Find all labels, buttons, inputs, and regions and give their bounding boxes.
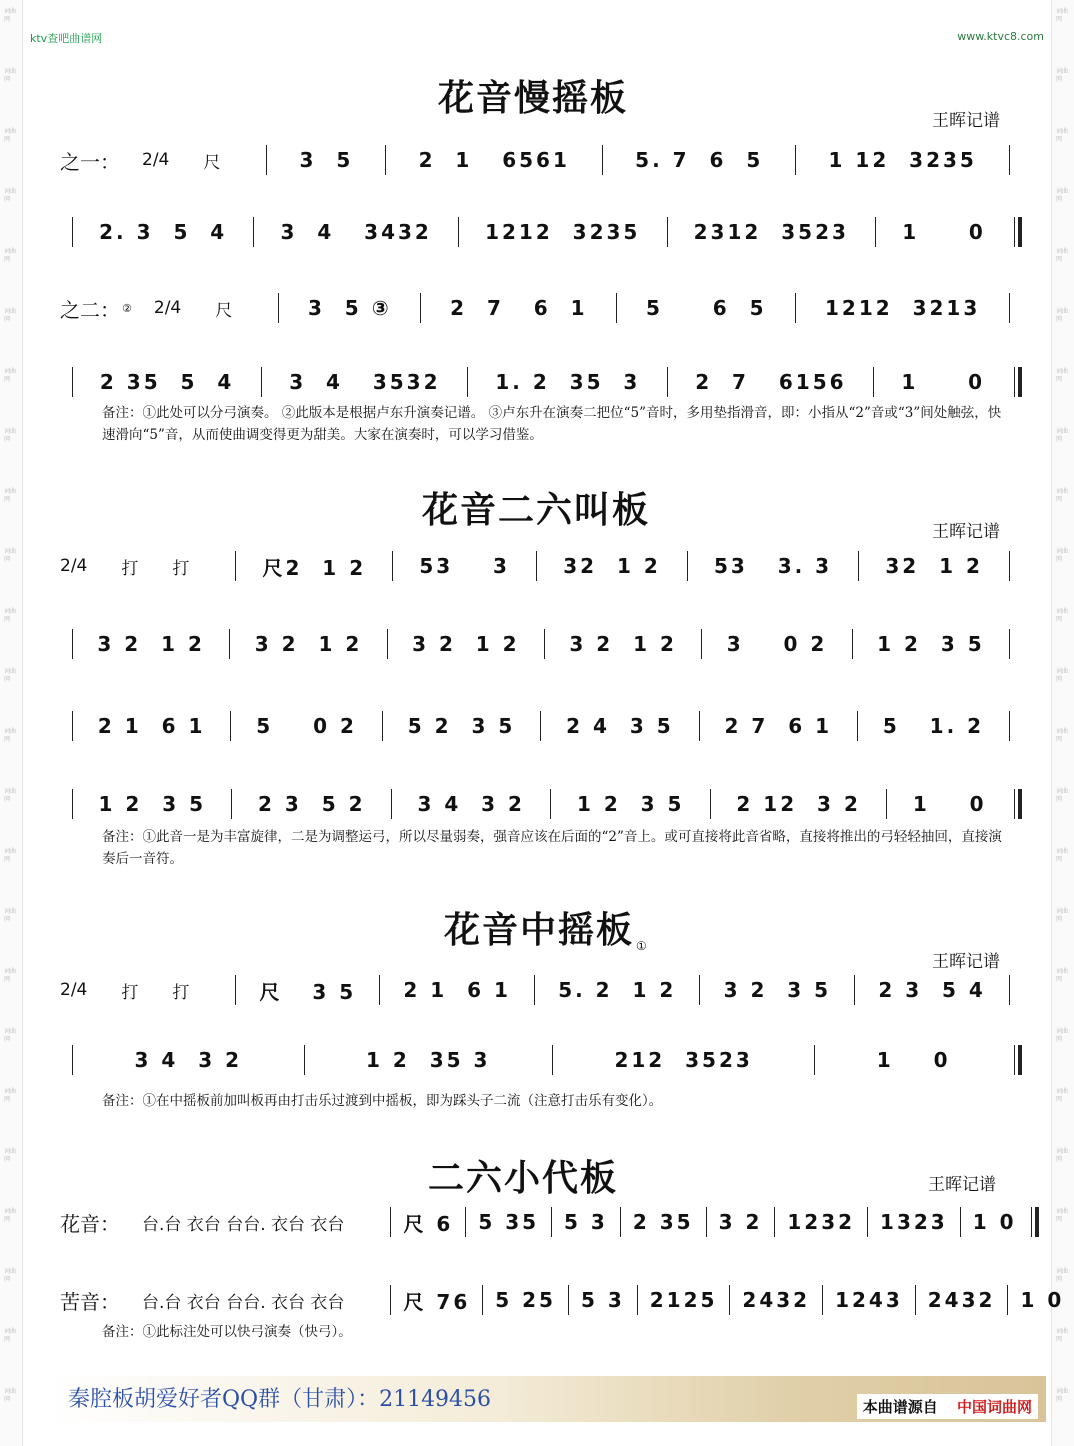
side-watermark-mark: 词曲网 — [1056, 68, 1069, 83]
measure: 1 0 — [912, 792, 987, 816]
side-watermark-mark: 词曲网 — [4, 608, 17, 623]
measure: 1 0 — [972, 1210, 1017, 1234]
measure: 2 35 — [632, 1210, 694, 1234]
row-meta: 尺 — [203, 152, 221, 173]
measure: 53 3. 3 — [713, 554, 833, 578]
barline — [72, 711, 73, 741]
side-watermark-mark: 词曲网 — [4, 8, 17, 23]
piece-title — [428, 1150, 618, 1201]
measure: 1 2 3 5 — [576, 792, 685, 816]
remark — [72, 402, 1014, 446]
side-watermark-mark: 词曲网 — [1056, 1148, 1069, 1163]
barline — [1009, 551, 1010, 581]
source-badge[interactable] — [857, 1394, 1038, 1419]
remark — [72, 1090, 1014, 1112]
measure: 5 6 5 — [646, 296, 767, 320]
right-watermark-strip — [1051, 0, 1074, 1446]
barline — [822, 1285, 823, 1315]
side-watermark-mark: 词曲网 — [4, 188, 17, 203]
barline — [229, 629, 230, 659]
barline — [235, 975, 236, 1005]
source-label: 本曲谱源自 — [862, 1398, 938, 1416]
row-meta: 打 — [121, 982, 139, 1003]
piece-title — [444, 902, 647, 953]
side-watermark-mark: 词曲网 — [4, 1148, 17, 1163]
side-watermark-mark: 词曲网 — [4, 1388, 17, 1403]
barline — [465, 1207, 466, 1237]
measure: 1 0 — [902, 220, 986, 244]
score-row — [60, 1040, 1022, 1080]
piece-title-text: 花音慢摇板 — [438, 77, 629, 119]
barline — [391, 789, 392, 819]
side-watermark-mark: 词曲网 — [1056, 908, 1069, 923]
side-watermark-mark: 词曲网 — [1056, 1028, 1069, 1043]
side-watermark-mark: 词曲网 — [1056, 1388, 1069, 1403]
row-label: 花音： — [60, 1211, 120, 1236]
measure: 2 12 3 2 — [736, 792, 861, 816]
barline — [867, 1207, 868, 1237]
barline — [875, 217, 876, 247]
row-label: 苦音： — [60, 1289, 120, 1314]
measure: 尺 6 — [403, 1211, 454, 1236]
measure: 1 2 3 5 — [877, 632, 985, 656]
row-label-footnote: ② — [122, 301, 132, 315]
site-name-left[interactable]: ktv查吧曲谱网 — [30, 32, 103, 45]
side-watermark-mark: 词曲网 — [1056, 428, 1069, 443]
remark-text: 备注：①此音一是为丰富旋律，二是为调整运弓，所以尽量弱奏，强音应该在后面的“2”音上。或可直接将此音省略，直接将推出的弓轻轻抽回，直接演奏后一音符。 — [102, 829, 1002, 867]
barline — [72, 367, 73, 397]
barline — [667, 367, 668, 397]
measure: 2. 3 5 4 — [99, 220, 228, 244]
row-meta: 2/4 — [60, 980, 88, 1000]
side-watermark-mark: 词曲网 — [1056, 488, 1069, 503]
measure: 3 2 — [718, 1210, 763, 1234]
measure: 2 1 6561 — [418, 148, 570, 172]
side-watermark-mark: 词曲网 — [4, 128, 17, 143]
score-row — [60, 288, 1022, 328]
barline — [795, 145, 796, 175]
measure: 212 3523 — [614, 1048, 753, 1072]
row-meta: 2/4 — [60, 556, 88, 576]
barline — [729, 1285, 730, 1315]
transcriber: 王晖记谱 — [928, 1175, 996, 1195]
barline — [382, 711, 383, 741]
barline — [915, 1285, 916, 1315]
row-meta: 台.台 衣台 台台. 衣台 衣台 — [142, 1292, 345, 1313]
measure: 5. 7 6 5 — [635, 148, 764, 172]
side-watermark-mark: 词曲网 — [1056, 1328, 1069, 1343]
side-watermark-mark: 词曲网 — [4, 248, 17, 263]
barline — [467, 367, 468, 397]
score-row — [60, 362, 1022, 402]
measure: 5. 2 1 2 — [558, 978, 677, 1002]
barline — [72, 629, 73, 659]
piece-title-text: 花音二六叫板 — [422, 489, 651, 531]
barline — [253, 217, 254, 247]
barline — [701, 629, 702, 659]
side-watermark-mark: 词曲网 — [4, 908, 17, 923]
side-watermark-mark: 词曲网 — [4, 68, 17, 83]
final-barline — [1014, 217, 1022, 247]
measure: 3 5 ③ — [307, 296, 392, 320]
barline — [482, 1285, 483, 1315]
barline — [795, 293, 796, 323]
measure: 5 35 — [478, 1210, 540, 1234]
footer-banner — [44, 1376, 1046, 1422]
row-meta: 打 — [121, 558, 139, 579]
measure: 3 0 2 — [726, 632, 828, 656]
measure: 3 4 3 2 — [134, 1048, 243, 1072]
measure: 1243 — [835, 1288, 903, 1312]
measure: 尺2 1 2 — [262, 555, 367, 580]
side-watermark-mark: 词曲网 — [1056, 548, 1069, 563]
measure: 5 0 2 — [256, 714, 357, 738]
barline — [637, 1285, 638, 1315]
measure: 2 1 6 1 — [97, 714, 206, 738]
measure: 1232 — [787, 1210, 856, 1234]
measure: 1212 3235 — [485, 220, 641, 244]
source-site-link[interactable]: 中国词曲网 — [956, 1398, 1032, 1416]
side-watermark-mark: 词曲网 — [4, 1208, 17, 1223]
qq-group-text: 秦腔板胡爱好者QQ群（甘肃）：21149456 — [68, 1387, 492, 1412]
side-watermark-mark: 词曲网 — [1056, 188, 1069, 203]
row-meta: 打 — [172, 558, 190, 579]
side-watermark-mark: 词曲网 — [4, 548, 17, 563]
barline — [858, 551, 859, 581]
measure: 2 3 5 4 — [878, 978, 986, 1002]
measure: 1 2 35 3 — [366, 1048, 491, 1072]
measure: 3 2 1 2 — [254, 632, 363, 656]
barline — [854, 975, 855, 1005]
barline — [814, 1045, 815, 1075]
measure: 32 1 2 — [563, 554, 661, 578]
title-footnote-mark: ① — [636, 939, 647, 953]
measure: 5 2 3 5 — [407, 714, 516, 738]
side-watermark-mark: 词曲网 — [1056, 1208, 1069, 1223]
measure: 2125 — [649, 1288, 718, 1312]
barline — [699, 711, 700, 741]
measure: 2 7 6 1 — [450, 296, 588, 320]
score-row — [60, 784, 1022, 824]
side-watermark-mark: 词曲网 — [1056, 788, 1069, 803]
piece-title — [422, 482, 650, 533]
side-watermark-mark: 词曲网 — [4, 1028, 17, 1043]
measure: 5 25 — [495, 1288, 556, 1312]
measure: 5 1. 2 — [882, 714, 985, 738]
barline — [72, 1045, 73, 1075]
remark — [72, 826, 1014, 870]
side-watermark-mark: 词曲网 — [1056, 848, 1069, 863]
piece-title-text: 二六小代板 — [428, 1157, 619, 1199]
row-meta: 2/4 — [153, 298, 182, 318]
barline — [568, 1285, 569, 1315]
barline — [266, 145, 267, 175]
barline — [230, 711, 231, 741]
barline — [534, 975, 535, 1005]
row-meta: 打 — [172, 982, 190, 1003]
measure: 1 0 — [876, 1048, 951, 1072]
side-watermark-mark: 词曲网 — [1056, 728, 1069, 743]
side-watermark-mark: 词曲网 — [1056, 1268, 1069, 1283]
row-meta: 尺 — [215, 300, 233, 321]
side-watermark-mark: 词曲网 — [1056, 308, 1069, 323]
side-watermark-mark: 词曲网 — [1056, 608, 1069, 623]
side-watermark-mark: 词曲网 — [4, 848, 17, 863]
site-url-right[interactable]: www.ktvc8.com — [957, 30, 1044, 43]
measure: 2432 — [927, 1288, 996, 1312]
measure: 3 2 3 5 — [723, 978, 832, 1002]
final-barline — [1031, 1207, 1039, 1237]
score-row — [60, 1202, 1022, 1242]
measure: 3 2 1 2 — [97, 632, 205, 656]
side-watermark-mark: 词曲网 — [4, 308, 17, 323]
side-watermark-mark: 词曲网 — [1056, 8, 1069, 23]
barline — [620, 1207, 621, 1237]
row-label: 之一： — [60, 149, 120, 174]
measure: 3 4 3532 — [289, 370, 441, 394]
barline — [304, 1045, 305, 1075]
side-watermark-mark: 词曲网 — [4, 1328, 17, 1343]
barline — [458, 217, 459, 247]
side-watermark-mark: 词曲网 — [1056, 668, 1069, 683]
remark-text: 备注：①在中摇板前加叫板再由打击乐过渡到中摇板，即为踩头子二流（注意打击乐有变化）。 — [102, 1093, 663, 1109]
transcriber: 王晖记谱 — [932, 111, 1000, 131]
side-watermark-mark: 词曲网 — [4, 428, 17, 443]
measure: 3 4 3 2 — [417, 792, 525, 816]
barline — [387, 629, 388, 659]
barline — [392, 551, 393, 581]
measure: 5 3 — [580, 1288, 625, 1312]
row-label: 之二： — [60, 297, 120, 322]
barline — [72, 789, 73, 819]
remark-text: 备注：①此标注处可以快弓演奏（快弓）。 — [102, 1324, 352, 1340]
measure: 尺 76 — [403, 1289, 471, 1314]
measure: 1323 — [880, 1210, 948, 1234]
side-watermark-mark: 词曲网 — [1056, 248, 1069, 263]
barline — [616, 293, 617, 323]
barline — [1009, 629, 1010, 659]
measure: 1. 2 35 3 — [495, 370, 641, 394]
measure: 1 2 3 5 — [98, 792, 206, 816]
side-watermark-mark: 词曲网 — [1056, 368, 1069, 383]
barline — [774, 1207, 775, 1237]
side-watermark-mark: 词曲网 — [4, 1088, 17, 1103]
side-watermark-mark: 词曲网 — [4, 788, 17, 803]
barline — [667, 217, 668, 247]
row-meta: 2/4 — [142, 150, 170, 170]
barline — [379, 975, 380, 1005]
measure: 1212 3213 — [824, 296, 981, 320]
barline — [1009, 975, 1010, 1005]
piece-title — [438, 70, 628, 121]
row-meta: 台.台 衣台 台台. 衣台 衣台 — [142, 1214, 345, 1235]
barline — [536, 551, 537, 581]
side-watermark-mark: 词曲网 — [1056, 128, 1069, 143]
barline — [551, 1207, 552, 1237]
measure: 2312 3523 — [693, 220, 849, 244]
measure: 2 35 5 4 — [99, 370, 235, 394]
measure: 2 3 5 2 — [257, 792, 366, 816]
barline — [1009, 293, 1010, 323]
barline — [699, 975, 700, 1005]
transcriber: 王晖记谱 — [932, 522, 1000, 542]
barline — [602, 145, 603, 175]
piece-title-text: 花音中摇板 — [444, 909, 635, 951]
barline — [852, 629, 853, 659]
barline — [235, 551, 236, 581]
measure: 3 5 — [299, 148, 354, 172]
barline — [544, 629, 545, 659]
barline — [231, 789, 232, 819]
score-row — [60, 706, 1022, 746]
measure: 尺 3 5 — [259, 979, 357, 1004]
side-watermark-mark: 词曲网 — [4, 728, 17, 743]
score-row — [60, 624, 1022, 664]
side-watermark-mark: 词曲网 — [4, 488, 17, 503]
measure: 2 4 3 5 — [566, 714, 674, 738]
barline — [873, 367, 874, 397]
side-watermark-mark: 词曲网 — [4, 1268, 17, 1283]
barline — [857, 711, 858, 741]
side-watermark-mark: 词曲网 — [4, 968, 17, 983]
score-row — [60, 1280, 1065, 1320]
measure: 2 7 6156 — [695, 370, 847, 394]
barline — [540, 711, 541, 741]
barline — [552, 1045, 553, 1075]
left-watermark-strip — [0, 0, 23, 1446]
transcriber: 王晖记谱 — [932, 952, 1000, 972]
barline — [1007, 1285, 1008, 1315]
barline — [261, 367, 262, 397]
score-row — [60, 970, 1022, 1010]
measure: 3 2 1 2 — [412, 632, 520, 656]
measure: 1 0 — [1020, 1288, 1065, 1312]
measure: 53 3 — [419, 554, 510, 578]
measure: 2 1 6 1 — [403, 978, 511, 1002]
measure: 32 1 2 — [885, 554, 983, 578]
remark-text: 备注：①此处可以分弓演奏。 ②此版本是根据卢东升演奏记谱。 ③卢东升在演奏二把位“5”音时，多用垫指滑音，即：小指从“2”音或“3”间处触弦，快速滑向“5”音，从而使曲调变得更为甜美。大家在演奏时，可以学习借鉴。 — [102, 405, 1002, 443]
barline — [706, 1207, 707, 1237]
barline — [886, 789, 887, 819]
barline — [278, 293, 279, 323]
measure: 2432 — [742, 1288, 811, 1312]
barline — [960, 1207, 961, 1237]
side-watermark-mark: 词曲网 — [4, 368, 17, 383]
barline — [420, 293, 421, 323]
barline — [687, 551, 688, 581]
barline — [1009, 145, 1010, 175]
side-watermark-mark: 词曲网 — [4, 668, 17, 683]
measure: 3 2 1 2 — [569, 632, 677, 656]
final-barline — [1014, 367, 1022, 397]
score-row — [60, 140, 1022, 180]
remark — [72, 1321, 1014, 1343]
side-watermark-mark: 词曲网 — [1056, 968, 1069, 983]
measure: 2 7 6 1 — [724, 714, 832, 738]
measure: 3 4 3432 — [280, 220, 432, 244]
measure: 1 12 3235 — [828, 148, 977, 172]
barline — [710, 789, 711, 819]
measure: 5 3 — [564, 1210, 608, 1234]
side-watermark-mark: 词曲网 — [1056, 1088, 1069, 1103]
barline — [390, 1207, 391, 1237]
score-row — [60, 212, 1022, 252]
barline — [1009, 711, 1010, 741]
final-barline — [1014, 1045, 1022, 1075]
score-row — [60, 546, 1022, 586]
final-barline — [1014, 789, 1022, 819]
barline — [385, 145, 386, 175]
barline — [72, 217, 73, 247]
barline — [550, 789, 551, 819]
measure: 1 0 — [901, 370, 986, 394]
barline — [390, 1285, 391, 1315]
